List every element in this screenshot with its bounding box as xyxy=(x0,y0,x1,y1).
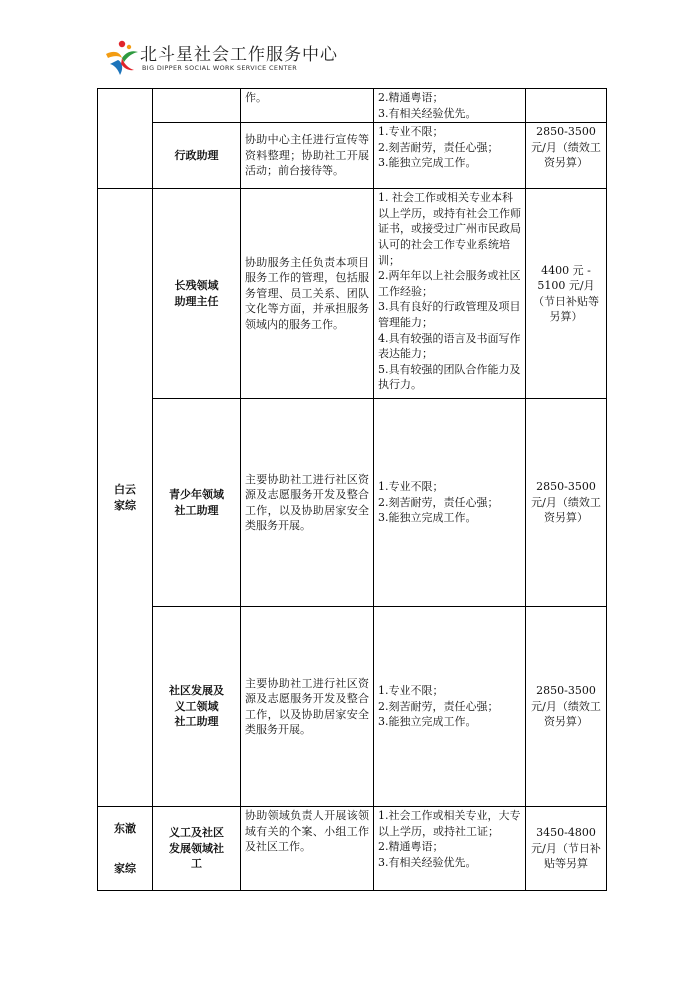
page-header xyxy=(100,38,420,78)
requirement-item: 1.社会工作或相关专业，大专以上学历，或持社工证； xyxy=(378,809,521,838)
duty-cell: 协助领域负责人开展该领域有关的个案、小组工作及社区工作。 xyxy=(241,807,374,891)
requirement-item: 2.刻苦耐劳，责任心强； xyxy=(378,699,499,713)
table-row xyxy=(98,607,607,807)
job-table xyxy=(97,88,607,891)
requirements-cell xyxy=(374,123,526,189)
position-cell: 义工及社区 发展领域社 工 xyxy=(153,807,241,891)
requirement-item: 3.能独立完成工作。 xyxy=(378,511,477,525)
requirement-item: 1. 社会工作或相关专业本科以上学历，或持有社会工作师证书，或接受过广州市民政局认可的社会工作专业系统培训； xyxy=(378,191,521,267)
salary-cell xyxy=(526,89,607,123)
position-cell: 长残领域 助理主任 xyxy=(153,189,241,399)
org-name-en: BIG DIPPER SOCIAL WORK SERVICE CENTER xyxy=(142,64,298,72)
requirement-item: 3.具有良好的行政管理及项目管理能力； xyxy=(378,300,521,329)
requirement-item: 3.能独立完成工作。 xyxy=(378,156,477,170)
org-name-cn: 北斗星社会工作服务中心 xyxy=(140,45,338,65)
salary-cell: 2850-3500元/月（绩效工资另算） xyxy=(526,123,607,189)
duty-cell: 协助中心主任进行宣传等资料整理；协助社工开展活动；前台接待等。 xyxy=(241,123,374,189)
duty-cell: 主要协助社工进行社区资源及志愿服务开发及整合工作，以及协助居家安全类服务开展。 xyxy=(241,607,374,807)
area-name-line2: 家综 xyxy=(114,862,136,876)
requirement-item: 2.刻苦耐劳，责任心强； xyxy=(378,495,499,509)
requirement-item: 2.刻苦耐劳，责任心强； xyxy=(378,140,499,154)
requirement-item: 3.有相关经验优先。 xyxy=(378,855,477,869)
area-cell-baiyun: 白云 家综 xyxy=(98,189,153,807)
requirement-item: 1.专业不限； xyxy=(378,125,444,139)
salary-cell: 2850-3500元/月（绩效工资另算） xyxy=(526,607,607,807)
requirements-cell xyxy=(374,189,526,399)
requirement-item: 2.精通粤语； xyxy=(378,91,444,104)
position-cell-continued xyxy=(153,89,241,123)
requirement-item: 5.具有较强的团队合作能力及执行力。 xyxy=(378,362,521,392)
requirement-item: 3.能独立完成工作。 xyxy=(378,715,477,729)
requirement-item: 1.专业不限； xyxy=(378,684,444,698)
requirement-item: 2.两年年以上社会服务或社区工作经验； xyxy=(378,269,521,298)
table-row xyxy=(98,89,607,123)
table-row xyxy=(98,189,607,399)
table-row xyxy=(98,807,607,891)
duty-cell: 协助服务主任负责本项目服务工作的管理，包括服务管理、员工关系、团队文化等方面，并承担服务领域内的服务工作。 xyxy=(241,189,374,399)
duty-cell: 作。 xyxy=(241,89,374,123)
requirement-item: 4.具有较强的语言及书面写作表达能力； xyxy=(378,331,521,361)
area-cell-dongche xyxy=(98,807,153,891)
position-cell: 社区发展及 义工领域 社工助理 xyxy=(153,607,241,807)
salary-cell: 2850-3500元/月（绩效工资另算） xyxy=(526,399,607,607)
requirements-cell xyxy=(374,607,526,807)
requirement-item: 2.精通粤语； xyxy=(378,840,444,854)
big-dipper-logo-icon xyxy=(100,38,140,76)
salary-cell: 3450-4800元/月（节日补贴等另算 xyxy=(526,807,607,891)
position-cell: 行政助理 xyxy=(153,123,241,189)
area-cell-continued xyxy=(98,89,153,189)
table-row xyxy=(98,399,607,607)
requirement-item: 1.专业不限； xyxy=(378,480,444,494)
salary-cell: 4400 元 - 5100 元/月（节日补贴等另算） xyxy=(526,189,607,399)
requirements-cell xyxy=(374,89,526,123)
table-row xyxy=(98,123,607,189)
requirements-cell xyxy=(374,807,526,891)
requirements-cell xyxy=(374,399,526,607)
duty-cell: 主要协助社工进行社区资源及志愿服务开发及整合工作，以及协助居家安全类服务开展。 xyxy=(241,399,374,607)
position-cell: 青少年领域 社工助理 xyxy=(153,399,241,607)
area-name-line1: 东澈 xyxy=(114,821,136,835)
requirement-item: 3.有相关经验优先。 xyxy=(378,106,477,120)
